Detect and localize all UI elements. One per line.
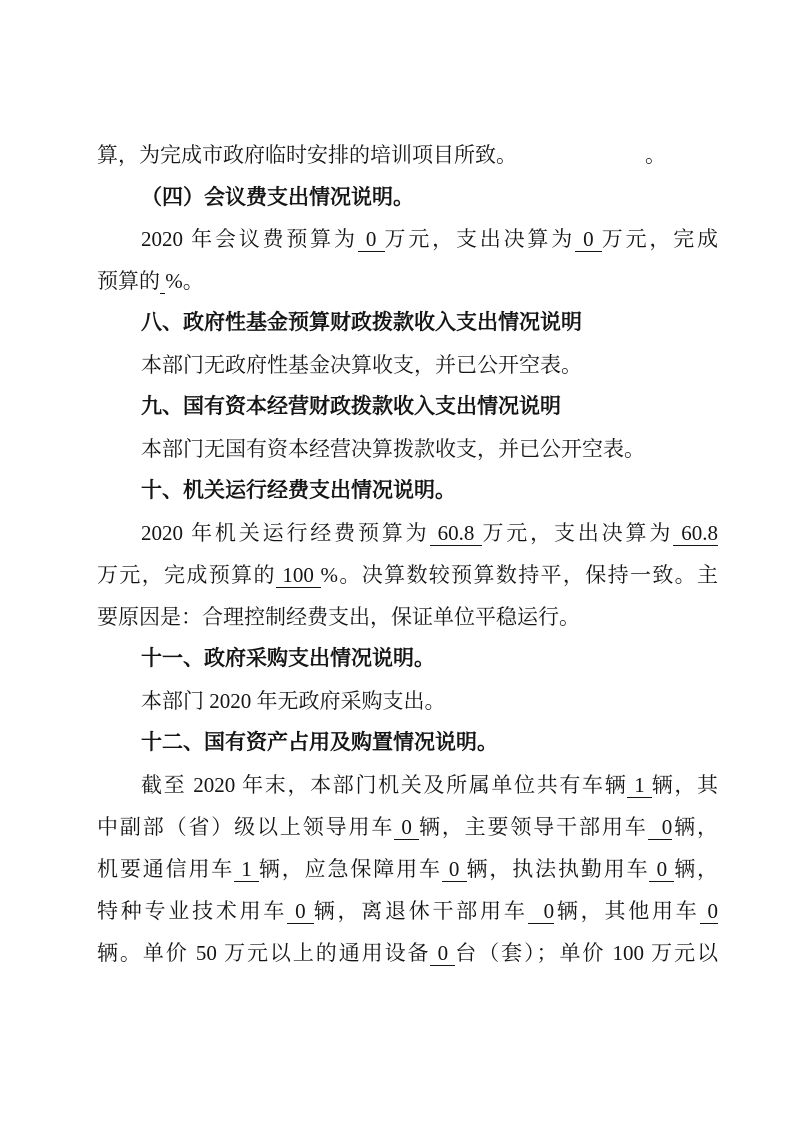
text-segment: 万元，完成 [601, 227, 719, 251]
text-segment: 辆，其他用车 [554, 899, 700, 923]
underlined-fill-in-value: 0 [357, 227, 385, 251]
underlined-fill-in-value: 0 [647, 815, 673, 839]
text-segment: 十一、政府采购支出情况说明。 [141, 647, 435, 670]
paragraph-state-assets-line-2 [97, 806, 718, 848]
underlined-fill-in-value: 60.8 [673, 521, 719, 545]
text-segment: %。决算数较预算数持平，保持一致。主 [320, 563, 719, 587]
paragraph-state-capital [97, 428, 718, 470]
underlined-fill-in-value: 0 [649, 857, 675, 881]
paragraph-operating-expense-line-1 [97, 512, 718, 554]
text-segment: %。 [165, 269, 204, 293]
underlined-fill-in-value: 0 [287, 899, 314, 923]
underlined-fill-in-value: 0 [699, 899, 719, 923]
text-segment: 万元，支出决算为 [384, 227, 576, 251]
stray-period: 。 [645, 143, 666, 167]
underlined-fill-in-value: 0 [527, 899, 555, 923]
heading-section-10-operating-expense [97, 470, 718, 512]
text-segment: 预算的 [97, 269, 160, 293]
underlined-fill-in-value: 100 [275, 563, 321, 587]
text-block [97, 134, 718, 974]
paragraph-state-assets-line-3 [97, 848, 718, 890]
text-segment: 特种专业技术用车 [97, 899, 288, 923]
text-segment: 本部门无政府性基金决算收支，并已公开空表。 [141, 353, 582, 377]
text-segment: 十、机关运行经费支出情况说明。 [141, 479, 456, 502]
paragraph-meeting-fee-line-1 [97, 218, 718, 260]
heading-section-9-state-capital [97, 386, 718, 428]
text-segment: 辆，应急保障用车 [258, 857, 442, 881]
text-segment: 万元，完成预算的 [97, 563, 276, 587]
underlined-fill-in-value: 1 [627, 773, 652, 797]
text-segment: 算，为完成市政府临时安排的培训项目所致。 [97, 143, 517, 167]
text-segment: 十二、国有资产占用及购置情况说明。 [141, 731, 498, 754]
text-segment: 2020 年机关运行经费预算为 [141, 521, 430, 545]
paragraph-state-assets-line-5 [97, 932, 718, 974]
text-segment: 要原因是：合理控制经费支出，保证单位平稳运行。 [97, 605, 580, 629]
text-segment: 辆。单价 50 万元以上的通用设备 [97, 941, 431, 965]
paragraph-procurement [97, 680, 718, 722]
text-segment: 辆， [674, 857, 719, 881]
text-segment: 辆，其 [651, 773, 719, 797]
underlined-fill-in-value: 60.8 [429, 521, 483, 545]
heading-section-12-state-assets [97, 722, 718, 764]
text-segment: 本部门 2020 年无政府采购支出。 [141, 689, 446, 713]
paragraph-training-overrun-end [97, 134, 718, 176]
heading-section-4-meeting-fee [97, 176, 718, 218]
text-segment: 机要通信用车 [97, 857, 235, 881]
text-segment: 本部门无国有资本经营决算拨款收支，并已公开空表。 [141, 437, 645, 461]
text-segment: 八、政府性基金预算财政拨款收入支出情况说明 [141, 311, 582, 334]
text-segment: 截至 2020 年末，本部门机关及所属单位共有车辆 [141, 773, 628, 797]
underlined-fill-in-value: 0 [430, 941, 456, 965]
paragraph-meeting-fee-line-2 [97, 260, 718, 302]
text-segment: 辆，离退休干部用车 [313, 899, 528, 923]
text-segment: 辆，主要领导干部用车 [418, 815, 648, 839]
underlined-fill-in-value: 1 [234, 857, 259, 881]
text-segment: 台（套）；单价 100 万元以 [455, 941, 719, 965]
text-segment: 2020 年会议费预算为 [141, 227, 358, 251]
paragraph-operating-expense-line-3 [97, 596, 718, 638]
heading-section-11-procurement [97, 638, 718, 680]
underlined-fill-in-value: 0 [394, 815, 419, 839]
text-segment: 辆，执法执勤用车 [466, 857, 650, 881]
underlined-fill-in-value: 0 [575, 227, 602, 251]
text-segment: 中副部（省）级以上领导用车 [97, 815, 395, 839]
text-segment: （四）会议费支出情况说明。 [141, 185, 414, 209]
paragraph-gov-fund [97, 344, 718, 386]
paragraph-state-assets-line-4 [97, 890, 718, 932]
text-segment: 辆， [672, 815, 719, 839]
text-segment: 万元，支出决算为 [482, 521, 674, 545]
paragraph-state-assets-line-1 [97, 764, 718, 806]
paragraph-operating-expense-line-2 [97, 554, 718, 596]
text-segment: 九、国有资本经营财政拨款收入支出情况说明 [141, 395, 561, 418]
heading-section-8-gov-fund [97, 302, 718, 344]
underlined-fill-in-value: 0 [441, 857, 467, 881]
